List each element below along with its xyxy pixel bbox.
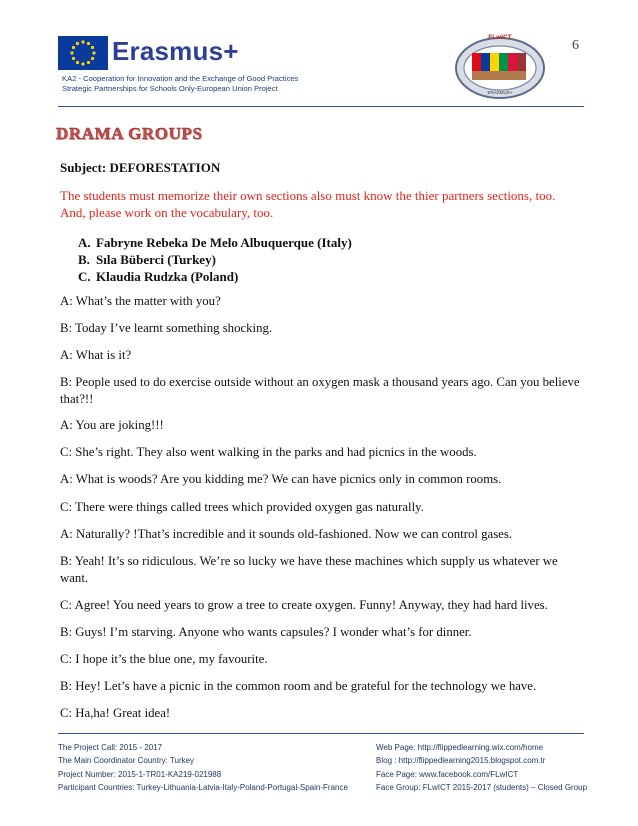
footer-links [376, 741, 596, 794]
footer-project-number: Project Number: 2015-1-TR01-KA219-021988 [58, 769, 222, 779]
subject-label: Subject: [60, 160, 107, 175]
dialogue-line: A: Naturally? !That’s incredible and it sounds old-fashioned. Now we can control gases. [60, 526, 513, 541]
ka2-description [62, 74, 392, 94]
dialogue-line: A: What’s the matter with you? [60, 294, 221, 308]
dialogue-line: B: Guys! I’m starving. Anyone who wants capsules? I wonder what’s for dinner. [60, 624, 472, 639]
dialogue-line: B: Hey! Let’s have a picnic in the common room and be grateful for the technology we have. [60, 679, 537, 694]
dialogue-line: C: She’s right. They also went walking in the parks and had picnics in the woods. [60, 445, 477, 460]
logo-label-top: FLwICT [488, 34, 512, 41]
footer-web-page: Web Page: http://flippedlearning.wix.com/home [376, 743, 544, 752]
erasmus-plus-logo: Erasmus+ [112, 36, 239, 66]
flwict-project-logo [452, 26, 548, 106]
student-marker: C. [78, 269, 91, 284]
footer-coordinator: The Main Coordinator Country: Turkey [58, 756, 195, 766]
dialogue-line: C: I hope it’s the blue one, my favourite. [60, 652, 268, 667]
dialogue [60, 293, 582, 732]
student-name: Fabryne Rebeka De Melo Albuquerque (Italy) [96, 235, 352, 250]
dialogue-line: C: Ha,ha! Great idea! [60, 706, 171, 721]
dialogue-line: A: What is it? [60, 348, 132, 363]
student-marker: A. [78, 235, 91, 250]
instructions-text: The students must memorize their own sections also must know the thier partners sections, too. And, please work on the vocabulary, too. [60, 188, 556, 220]
student-item [78, 268, 352, 285]
ka2-line-2: Strategic Partnerships for Schools Only-European Union Project [62, 84, 278, 93]
footer-face-page: Face Page: www.facebook.com/FLwICT [376, 769, 519, 779]
footer-project-info [58, 741, 358, 794]
footer-face-group: Face Group: FLwICT 2015-2017 (students) – Closed Group [376, 782, 588, 792]
header-divider [58, 106, 584, 107]
dialogue-line: A: What is woods? Are you kidding me? We can have picnics only in common rooms. [60, 472, 502, 487]
page-header [0, 0, 638, 108]
eu-flag-icon [58, 36, 108, 70]
subject-value: DEFORESTATION [109, 160, 221, 175]
dialogue-line: B: People used to do exercise outside without an oxygen mask a thousand years ago. Can you believe that?!! [60, 375, 580, 407]
footer-participants: Participant Countries: Turkey-Lithuania-Latvia-Italy-Poland-Portugal-Spain-France [58, 782, 348, 792]
dialogue-line: B: Today I’ve learnt something shocking. [60, 321, 273, 336]
dialogue-line: C: There were things called trees which provided oxygen gas naturally. [60, 499, 424, 514]
footer-blog: Blog : http://flippedlearning2015.blogspot.com.tr [376, 756, 546, 766]
ka2-line-1: KA2 - Cooperation for Innovation and the Exchange of Good Practices [62, 74, 299, 83]
subject-line [60, 160, 220, 176]
student-name: Klaudia Rudzka (Poland) [96, 269, 239, 284]
student-list [78, 234, 352, 285]
student-item [78, 251, 352, 268]
student-name: Sıla Büberci (Turkey) [96, 252, 216, 267]
dialogue-line: B: Yeah! It’s so ridiculous. We’re so lucky we have these machines which supply us whatever we want. [60, 553, 558, 585]
dialogue-line: A: You are joking!!! [60, 418, 164, 433]
student-item [78, 234, 352, 251]
footer-divider [58, 733, 584, 734]
document-title: DRAMA GROUPS [56, 124, 203, 143]
page-number: 6 [572, 38, 579, 53]
student-marker: B. [78, 252, 90, 267]
footer-project-call: The Project Call: 2015 - 2017 [58, 743, 163, 752]
dialogue-line: C: Agree! You need years to grow a tree to create oxygen. Funny! Anyway, they had hard lives. [60, 597, 548, 612]
logo-label-bottom: ERASMUS+ [487, 90, 513, 95]
